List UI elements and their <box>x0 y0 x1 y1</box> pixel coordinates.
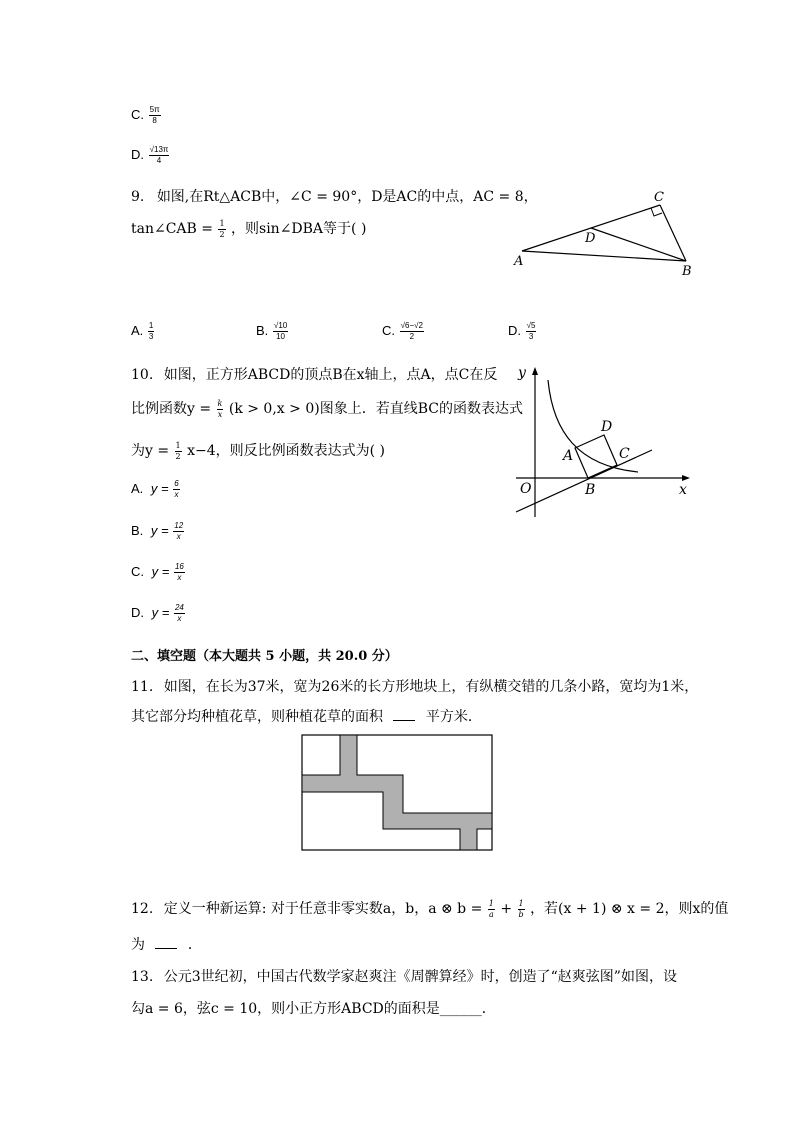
fraction-numerator: √6−√2 <box>400 321 423 330</box>
option-fraction <box>149 106 161 125</box>
q9-option-d <box>508 322 537 341</box>
label-a: A <box>563 448 574 464</box>
q13-line1 <box>131 966 677 986</box>
question-text: 为 <box>131 937 145 953</box>
fraction-numerator: 1 <box>175 440 181 450</box>
label-a: A <box>514 254 524 269</box>
q9-option-b <box>256 322 289 341</box>
q9-option-a <box>131 322 155 341</box>
fraction-denominator: 3 <box>528 332 534 341</box>
option-fraction <box>174 604 185 623</box>
label-b: B <box>585 482 596 498</box>
question-text: 公元3世纪初，中国古代数学家赵爽注《周髀算经》时，创造了“赵爽弦图”如图，设 <box>163 969 677 985</box>
question-text: 如图，在长为37米，宽为26米的长方形地块上，有纵横交错的几条小路，宽均为1米， <box>163 679 699 695</box>
option-text: y = <box>151 604 170 620</box>
fraction-numerator: k <box>217 398 223 408</box>
question-text: ． <box>187 937 202 953</box>
option-label: C. <box>131 563 144 579</box>
fraction-numerator: 6 <box>174 479 179 488</box>
question-text: tan∠CAB = <box>131 221 214 237</box>
fraction <box>488 900 495 919</box>
fraction-numerator: 16 <box>174 562 184 571</box>
q9-line1 <box>131 186 538 206</box>
fraction-denominator: 2 <box>219 229 225 239</box>
option-fraction <box>526 322 537 341</box>
option-fraction <box>273 322 288 341</box>
q10-option-b <box>131 522 185 541</box>
fraction <box>218 220 225 239</box>
label-c: C <box>654 190 664 205</box>
q9-option-c <box>382 322 425 341</box>
question-number: 11. <box>131 679 154 695</box>
label-b: B <box>682 264 692 279</box>
q10-line1 <box>131 364 497 384</box>
label-o: O <box>520 481 532 497</box>
question-text: 如图,在Rt△ACB中，∠C = 90°，D是AC的中点，AC = 8， <box>156 189 538 205</box>
fraction-denominator: x <box>177 573 182 582</box>
fraction-denominator: 8 <box>152 116 157 125</box>
fraction-denominator: x <box>174 490 179 499</box>
q9-line2 <box>131 218 366 239</box>
question-number: 12. <box>131 901 154 917</box>
option-fraction <box>173 522 184 541</box>
answer-blank[interactable] <box>393 720 415 721</box>
option-text: y = <box>151 563 170 579</box>
question-text: 定义一种新运算: 对于任意非零实数a，b，a ⊗ b = <box>163 901 483 917</box>
option-label: C. <box>382 322 395 338</box>
fraction-numerator: 1 <box>219 218 225 228</box>
section-title: 二、填空题（本大题共 5 小题，共 20.0 分） <box>131 649 398 664</box>
option-label: D. <box>508 322 521 338</box>
q10-option-a <box>131 480 181 499</box>
q11-line1 <box>131 676 698 696</box>
q11-path-figure <box>300 733 494 853</box>
question-number: 13. <box>131 969 154 985</box>
q10-line3 <box>131 440 385 461</box>
plus-sign: + <box>500 901 513 917</box>
option-label: A. <box>131 322 144 338</box>
fraction <box>518 900 525 919</box>
answer-blank[interactable] <box>155 948 177 949</box>
fraction-numerator: 5π <box>149 105 160 114</box>
fraction-denominator: x <box>177 614 182 623</box>
option-label: D. <box>131 146 144 162</box>
fraction-denominator: 3 <box>148 332 154 341</box>
fraction-denominator: 4 <box>156 156 162 165</box>
label-x: x <box>679 482 687 498</box>
q10-coordinate-figure <box>508 362 698 522</box>
question-number: 10. <box>131 367 154 383</box>
fraction-numerator: 1 <box>148 321 154 330</box>
option-fraction <box>400 322 424 341</box>
option-label: C. <box>131 106 144 122</box>
option-label: B. <box>256 322 269 338</box>
fraction-denominator: x <box>176 532 181 541</box>
question-text: x−4，则反比例函数表达式为( ) <box>187 443 386 459</box>
question-text: 平方米． <box>425 709 482 725</box>
option-fraction <box>173 480 179 499</box>
option-fraction <box>174 563 185 582</box>
fraction-numerator: √5 <box>526 321 536 330</box>
label-d: D <box>585 231 596 246</box>
question-text: (k > 0,x > 0)图象上．若直线BC的函数表达式 <box>228 401 523 417</box>
question-text: 为y = <box>131 443 170 459</box>
fraction-denominator: 2 <box>409 332 415 341</box>
q12-line1 <box>131 898 728 919</box>
fraction-numerator: 24 <box>174 603 184 612</box>
q12-line2 <box>131 934 202 954</box>
fraction <box>217 400 224 419</box>
option-label: B. <box>131 522 144 538</box>
question-text: ，若(x + 1) ⊗ x = 2，则x的值 <box>530 901 729 917</box>
question-text: 如图，正方形ABCD的顶点B在x轴上，点A，点C在反 <box>163 367 498 383</box>
q11-line2 <box>131 706 482 726</box>
question-number: 9. <box>131 189 145 205</box>
question-text: ，则sin∠DBA等于( ) <box>231 221 367 237</box>
option-text: y = <box>150 522 169 538</box>
label-y: y <box>518 365 526 381</box>
label-c: C <box>619 446 630 462</box>
q10-line2 <box>131 398 523 419</box>
option-text: y = <box>150 480 169 496</box>
fraction-denominator: 10 <box>276 332 286 341</box>
option-label: A. <box>131 480 144 496</box>
option-fraction <box>148 322 154 341</box>
question-text: 其它部分均种植花草，则种植花草的面积 <box>131 709 383 725</box>
fraction-denominator: x <box>217 409 223 419</box>
fraction-numerator: 1 <box>518 898 524 908</box>
q8-option-d <box>131 146 170 165</box>
fraction <box>175 442 182 461</box>
q10-option-c <box>131 563 186 582</box>
question-text: 比例函数y = <box>131 401 212 417</box>
label-d: D <box>601 419 613 435</box>
fraction-numerator: √13π <box>149 145 169 154</box>
fraction-numerator: 12 <box>174 521 184 530</box>
fraction-numerator: 1 <box>488 898 494 908</box>
fraction-numerator: √10 <box>273 321 288 330</box>
option-label: D. <box>131 604 144 620</box>
q10-option-d <box>131 604 186 623</box>
fraction-denominator: a <box>488 909 494 919</box>
fraction-denominator: b <box>518 909 524 919</box>
fraction-denominator: 2 <box>175 451 181 461</box>
q13-line2: 勾a = 6，弦c = 10，则小正方形ABCD的面积是______． <box>131 1001 496 1017</box>
q8-option-c <box>131 106 162 125</box>
option-fraction <box>149 146 170 165</box>
q9-triangle-figure <box>510 185 700 280</box>
